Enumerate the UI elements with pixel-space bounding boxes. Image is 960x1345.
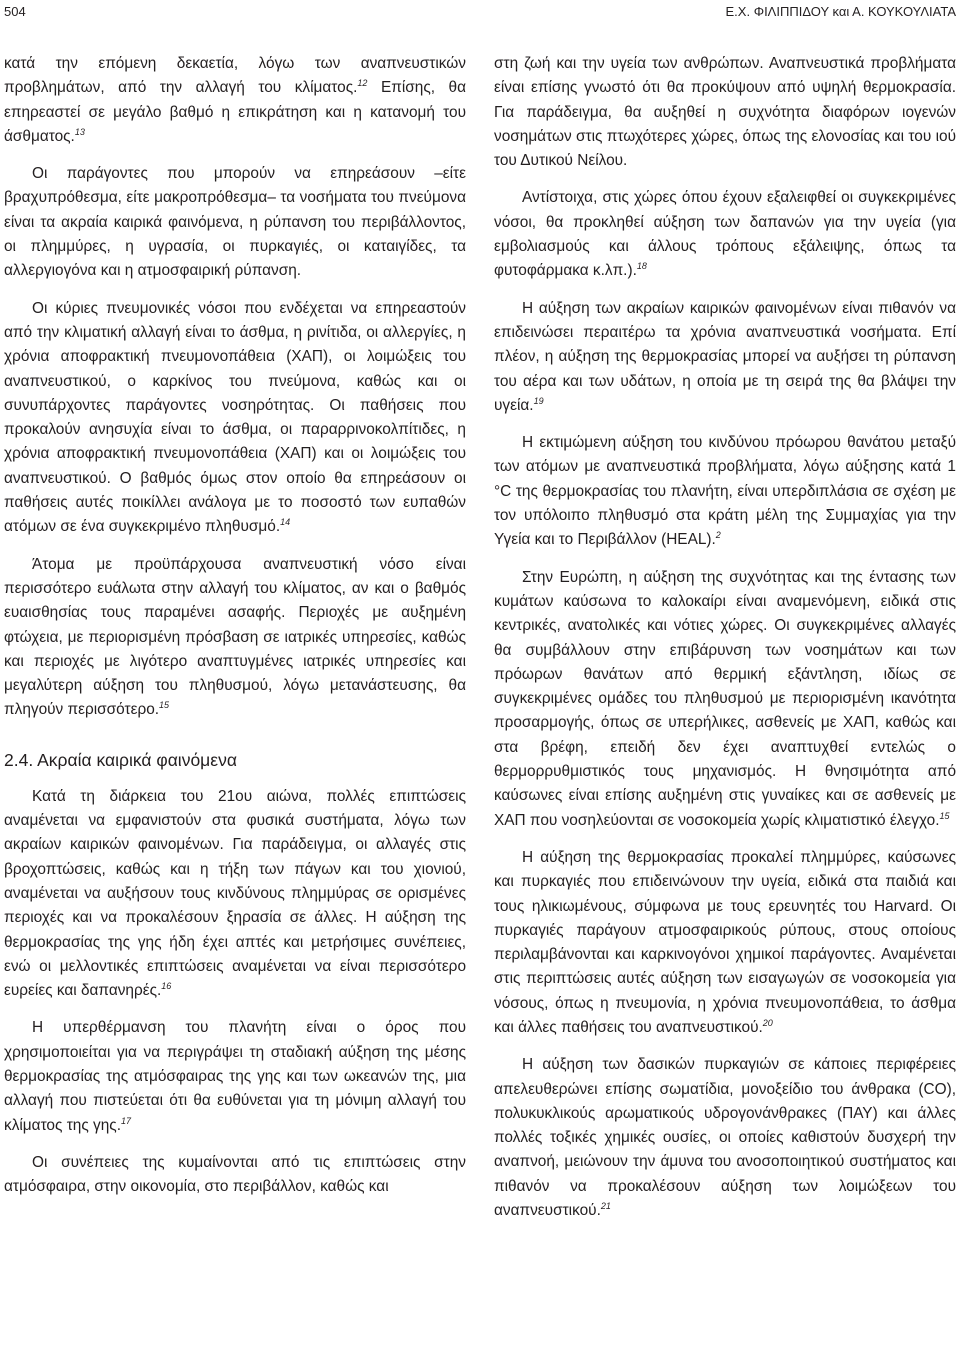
paragraph-text: Η αύξηση των ακραίων καιρικών φαινομένων είναι πιθανόν να επιδεινώσει περαιτέρω τα χρόνια αναπνευστικά νοσήματα. Επί πλέον, η αύξηση της θερμοκρασίας μπορεί να αυξήσει τη ρύπανση του αέρα και των υδάτων, η οποία με τη σειρά της θα βλάψει την υγεία.: [494, 299, 956, 414]
paragraph-text: Άτομα με προϋπάρχουσα αναπνευστική νόσο είναι περισσότερο ευάλωτα στην αλλαγή του κλίματος, αν και ο βαθμός ευαισθησίας τους παραμένει ασαφής. Περιοχές με αυξημένη φτώχεια, με περιορισμένη πρόσβαση σε ιατρικές υπηρεσίες, καθώς και περιοχές με λιγότερο αναπτυγμένες ιατρικές υπηρεσίες και μεγαλύτερη αύξηση του πληθυσμού, λόγω μετανάστευσης, θα πληγούν περισσότερο.: [4, 555, 466, 719]
paragraph: [494, 297, 956, 418]
paragraph-text: Η αύξηση των δασικών πυρκαγιών σε κάποιες περιφέρειες απελευθερώνει επίσης σωματίδια, μονοξείδιο του άνθρακα (CO), πολυκυκλικούς αρωματικούς υδρογονάνθρακες (ΠΑΥ) και άλλες πολλές τοξικές χημικές ουσίες, οι οποίες καθιστούν δυσχερή την αναπνοή, μειώνουν την άμυνα του ανοσοποιητικού συστήματος και πιθανόν να προκαλέσουν αύξηση των λοιμώξεων του αναπνευστικού.: [494, 1056, 956, 1220]
citation-ref: 2: [715, 530, 721, 541]
citation-ref: 18: [636, 261, 647, 272]
section-heading: 2.4. Ακραία καιρικά φαινόμενα: [4, 749, 237, 770]
page-number: 504: [4, 4, 26, 19]
paragraph-text: Οι κύριες πνευμονικές νόσοι που ενδέχεται να επηρεαστούν από την κλιματική αλλαγή είναι το άσθμα, η ρινίτιδα, οι αλλεργίες, η χρόνια αποφρακτική πνευμονοπάθεια (ΧΑΠ), οι λοιμώξεις του αναπνευστικού, ο καρκίνος του πνεύμονα, καθώς και οι συνυπάρχοντες παράγοντες νοσηρότητας. Οι παθήσεις που προκαλούν ανησυχία είναι το άσθμα, οι παραρρινοκολπίτιδες, η χρόνια αποφρακτική πνευμονοπάθεια (ΧΑΠ) και οι λοιμώξεις του αναπνευστικού. Ο βαθμός όμως στον οποίο θα επηρεάσουν οι παθήσεις αυτές ποικίλλει ανάλογα με το ποσοστό των ευπαθών ατόμων σε ένα συγκεκριμένο πληθυσμό.: [4, 299, 466, 536]
citation-ref: 20: [762, 1017, 773, 1028]
paragraph: [4, 553, 466, 723]
paragraph-text: Αντίστοιχα, στις χώρες όπου έχουν εξαλειφθεί οι συγκεκριμένες νόσοι, θα προκληθεί αύξηση των δαπανών για την υγεία (για εμβολιασμούς και άλλους τρόπους εξάλειψης, όπως τα φυτοφάρμακα κ.λπ.).: [494, 189, 956, 280]
paragraph: [494, 566, 956, 833]
paragraph: [4, 52, 466, 149]
citation-ref: 13: [74, 126, 85, 137]
paragraph: [494, 52, 956, 173]
running-head: Ε.Χ. ΦΙΛΙΠΠΙΔΟΥ και Α. ΚΟΥΚΟΥΛΙΑΤΑ: [725, 4, 956, 19]
paragraph: [494, 431, 956, 552]
paragraph-text: στη ζωή και την υγεία των ανθρώπων. Αναπνευστικά προβλήματα είναι επίσης γνωστό ότι θα προκύψουν από υψηλή θερμοκρασία. Για παράδειγμα, θα αυξηθεί η συχνότητα διαφόρων ιογενών νοσημάτων στις πτωχότερες χώρες, όπως της ελονοσίας και του ιού του Δυτικού Νείλου.: [494, 55, 956, 170]
paragraph: [4, 1016, 466, 1137]
paragraph: [4, 785, 466, 1004]
citation-ref: 15: [939, 810, 950, 821]
paragraph-text: Η αύξηση της θερμοκρασίας προκαλεί πλημμύρες, καύσωνες και πυρκαγιές που επιδεινώνουν την υγεία, ειδικά στα παιδιά και τους ηλικιωμένους, σύμφωνα με τους ερευνητές του Harvard. Οι πυρκαγιές παράγουν ατμοσφαιρικούς ρύπους, στους οποίους περιλαμβάνονται και καρκινογόνοι χημικοί παράγοντες. Αναμένεται στις περιπτώσεις αυτές αύξηση των εισαγωγών σε νοσοκομεία για νόσους, όπως η πνευμονία, η χρόνια πνευμονοπάθεια, το άσθμα και άλλες παθήσεις του αναπνευστικού.: [494, 848, 956, 1036]
paragraph-text: κατά την επόμενη δεκαετία, λόγω των αναπνευστικών προβλημάτων, από την αλλαγή του κλίματος.: [4, 55, 466, 97]
paragraph-text: Οι συνέπειες της κυμαίνονται από τις επιπτώσεις στην ατμόσφαιρα, στην οικονομία, στο περιβάλλον, καθώς και: [4, 1153, 466, 1196]
paragraph: [4, 297, 466, 540]
page-header: [0, 0, 960, 40]
paragraph: [4, 1151, 466, 1200]
paragraph-text: Η υπερθέρμανση του πλανήτη είναι ο όρος που χρησιμοποιείται για να περιγράψει τη σταδιακή αύξηση της μέσης θερμοκρασίας της ατμόσφαιρας της γης και των ωκεανών της, μια αλλαγή που πιστεύεται ότι θα ευθύνεται για τη μόνιμη αλλαγή του κλίματος της γης.: [4, 1019, 466, 1134]
left-column: [4, 52, 466, 1199]
citation-ref: 19: [533, 395, 544, 406]
paragraph-text: Επίσης, θα επηρεαστεί σε μεγάλο βαθμό η επικράτηση και η κατανομή του άσθματος.: [4, 79, 466, 145]
paragraph: [494, 1053, 956, 1223]
paragraph: [494, 186, 956, 283]
paragraph-text: Στην Ευρώπη, η αύξηση της συχνότητας και της έντασης των κυμάτων καύσωνα το καλοκαίρι είναι αναμενόμενη, ειδικά στις κεντρικές, ανατολικές και νότιες χώρες. Οι συγκεκριμένες αλλαγές θα συμβάλλουν στην επιβάρυνση των νοσημάτων και των πρόωρων θανάτων από θερμική εξάντληση, ιδίως σε συγκεκριμένες ομάδες του πληθυσμού με περιορισμένη ικανότητα προσαρμογής, όπως σε υπερήλικες, ασθενείς με ΧΑΠ, καθώς και στα βρέφη, επειδή δεν έχει αναπτυχθεί εντελώς ο θερμορρυθμιστικός τους μηχανισμός. Η θνησιμότητα από καύσωνες είναι επίσης αυξημένη στις γυναίκες και σε ασθενείς με ΧΑΠ που νοσηλεύονται σε νοσοκομεία χωρίς κλιματιστικό έλεγχο.: [494, 568, 956, 829]
paragraph-text: Οι παράγοντες που μπορούν να επηρεάσουν –είτε βραχυπρόθεσμα, είτε μακροπρόθεσμα– τα νοσήματα του πνεύμονα είναι τα ακραία καιρικά φαινόμενα, η ρύπανση του περιβάλλοντος, οι πλημμύρες, η υγρασία, οι πυρκαγιές, οι καταιγίδες, τα αλλεργιογόνα και η ατμοσφαιρική ρύπανση.: [4, 165, 466, 280]
right-column: [494, 52, 956, 1223]
citation-ref: 17: [120, 1115, 131, 1126]
citation-ref: 15: [159, 700, 170, 711]
paragraph-text: Η εκτιμώμενη αύξηση του κινδύνου πρόωρου θανάτου μεταξύ των ατόμων με αναπνευστικά προβλήματα, λόγω αύξησης κατά 1 °C της θερμοκρασίας του πλανήτη, είναι υπερδιπλάσια σε σχέση με τον υπόλοιπο πληθυσμό στα κράτη μέλη της Συμμαχίας για την Υγεία και το Περιβάλλον (HEAL).: [494, 434, 956, 549]
citation-ref: 14: [280, 517, 291, 528]
paragraph-text: Κατά τη διάρκεια του 21ου αιώνα, πολλές επιπτώσεις αναμένεται να εμφανιστούν στα φυσικά συστήματα, λόγω των ακραίων καιρικών φαινομένων. Για παράδειγμα, οι αλλαγές στις βροχοπτώσεις, καθώς και η τήξη των πάγων και του χιονιού, αναμένεται να αυξήσουν τους κινδύνους πλημμύρας σε ορισμένες περιοχές και να προκαλέσουν ξηρασία σε άλλες. Η αύξηση της θερμοκρασίας της γης ήδη έχει απτές και μετρήσιμες συνέπειες, ενώ οι μελλοντικές επιπτώσεις αναμένεται να είναι περισσότερο ευρείες και δαπανηρές.: [4, 787, 466, 1000]
citation-ref: 12: [357, 78, 368, 89]
citation-ref: 21: [600, 1200, 611, 1211]
paragraph: [4, 162, 466, 283]
citation-ref: 16: [161, 980, 172, 991]
paragraph: [494, 846, 956, 1040]
